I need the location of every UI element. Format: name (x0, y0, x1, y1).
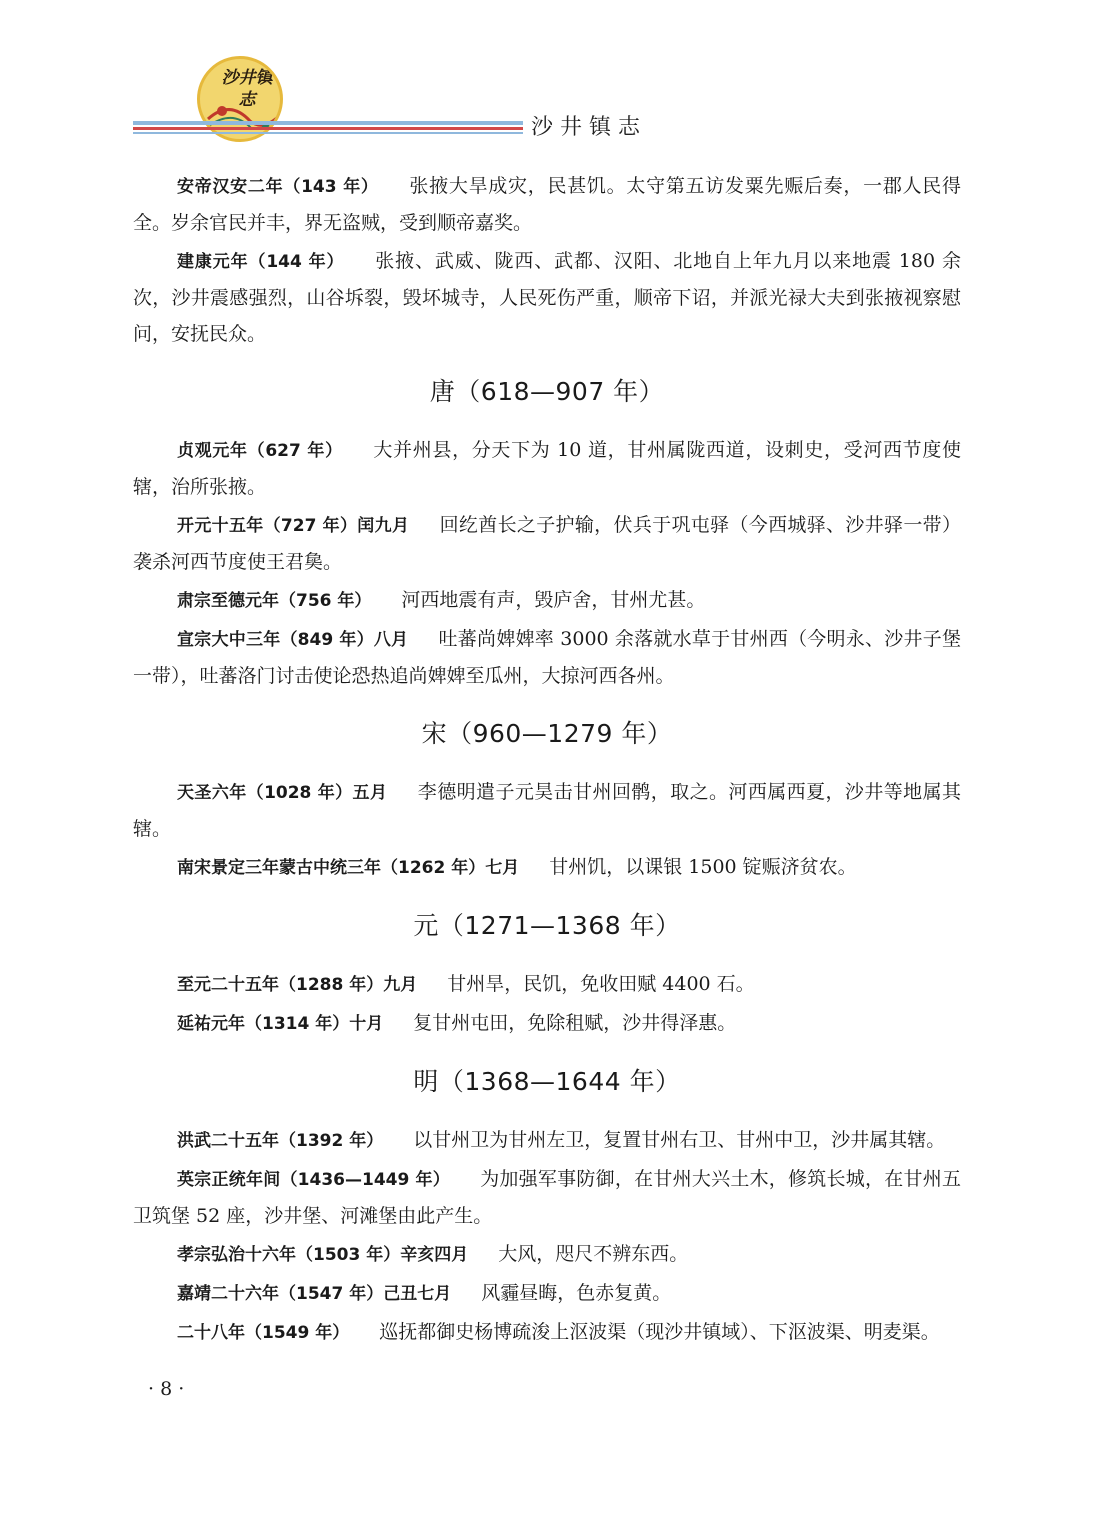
dynasty-heading: 唐（618—907 年） (429, 377, 665, 406)
chronicle-entry (133, 1005, 961, 1042)
running-title: 沙井镇志 (531, 115, 648, 140)
entry-text: 张掖、武威、陇西、武都、汉阳、北地自上年九月以来地震 180 余次，沙井震感强烈，山谷坼裂，毁坏城寺，人民死伤严重，顺帝下诏，并派光禄大夫到张掖视察慰问，安抚民众。 (133, 250, 961, 345)
entry-text: 李德明遣子元昊击甘州回鹘，取之。河西属西夏，沙井等地属其辖。 (133, 781, 961, 840)
entry-text: 回纥酋长之子护输，伏兵于巩屯驿（今西城驿、沙井驿一带）袭杀河西节度使王君㚟。 (133, 514, 961, 573)
entry-text: 甘州旱，民饥，免收田赋 4400 石。 (447, 973, 755, 995)
entry-date: 至元二十五年（1288 年）九月 (177, 975, 418, 995)
chronicle-entry (133, 1314, 961, 1351)
entry-text: 大风，咫尺不辨东西。 (498, 1243, 689, 1265)
entry-text: 以甘州卫为甘州左卫，复置甘州右卫、甘州中卫，沙井属其辖。 (413, 1129, 946, 1151)
chronicle-entry (133, 582, 961, 619)
entry-text: 复甘州屯田，免除租赋，沙井得泽惠。 (413, 1012, 737, 1034)
header-rule-top (133, 121, 523, 125)
page-header (0, 0, 1093, 150)
emblem-text: 沙井镇志 (221, 68, 273, 110)
entry-text: 风霾昼晦，色赤复黄。 (481, 1282, 672, 1304)
chronicle-entry (133, 168, 961, 241)
entry-date: 肃宗至德元年（756 年） (177, 591, 372, 611)
entry-date: 孝宗弘治十六年（1503 年）辛亥四月 (177, 1245, 469, 1265)
dynasty-heading: 明（1368—1644 年） (413, 1067, 681, 1096)
entry-text: 大并州县，分天下为 10 道，甘州属陇西道，设刺史，受河西节度使辖，治所张掖。 (133, 439, 962, 498)
entry-text: 河西地震有声，毁庐舍，甘州尤甚。 (401, 589, 706, 611)
chronicle-entry (133, 507, 961, 580)
chronicle-entry (133, 774, 961, 847)
entry-date: 建康元年（144 年） (177, 252, 345, 272)
chronicle-entry (133, 621, 961, 694)
entry-date: 南宋景定三年蒙古中统三年（1262 年）七月 (177, 858, 520, 878)
dynasty-heading: 宋（960—1279 年） (421, 719, 673, 748)
entry-date: 嘉靖二十六年（1547 年）己丑七月 (177, 1284, 452, 1304)
chronicle-entry (133, 966, 961, 1003)
entry-text: 巡抚都御史杨博疏浚上沤波渠（现沙井镇域）、下沤波渠、明麦渠。 (379, 1321, 940, 1343)
page-body (133, 168, 961, 1353)
entry-date: 宣宗大中三年（849 年）八月 (177, 630, 409, 650)
header-rule-middle (133, 127, 523, 130)
dynasty-heading: 元（1271—1368 年） (413, 911, 681, 940)
chronicle-entry (133, 432, 961, 505)
header-rule-bottom (133, 132, 523, 134)
page-number: · 8 · (148, 1378, 185, 1400)
entry-date: 洪武二十五年（1392 年） (177, 1131, 384, 1151)
entry-date: 延祐元年（1314 年）十月 (177, 1014, 384, 1034)
chronicle-entry (133, 849, 961, 886)
chronicle-entry (133, 1122, 961, 1159)
entry-date: 贞观元年（627 年） (177, 441, 343, 461)
chronicle-entry (133, 1161, 961, 1234)
entry-text: 张掖大旱成灾，民甚饥。太守第五访发粟先赈后奏，一郡人民得全。岁余官民并丰，界无盗贼，受到顺帝嘉奖。 (133, 175, 961, 234)
entry-text: 甘州饥，以课银 1500 锭赈济贫农。 (549, 856, 857, 878)
chronicle-entry (133, 1275, 961, 1312)
entry-date: 开元十五年（727 年）闰九月 (177, 516, 410, 536)
entry-text: 为加强军事防御，在甘州大兴土木，修筑长城，在甘州五卫筑堡 52 座，沙井堡、河滩堡由此产生。 (133, 1168, 961, 1227)
entry-date: 英宗正统年间（1436—1449 年） (177, 1170, 450, 1190)
chronicle-entry (133, 1236, 961, 1273)
entry-date: 安帝汉安二年（143 年） (177, 177, 379, 197)
entry-date: 二十八年（1549 年） (177, 1323, 350, 1343)
entry-date: 天圣六年（1028 年）五月 (177, 783, 388, 803)
chronicle-entry (133, 243, 961, 352)
entry-text: 吐蕃尚婢婢率 3000 余落就水草于甘州西（今明永、沙井子堡一带），吐蕃洛门讨击使论恐热追尚婢婢至瓜州，大掠河西各州。 (133, 628, 961, 687)
